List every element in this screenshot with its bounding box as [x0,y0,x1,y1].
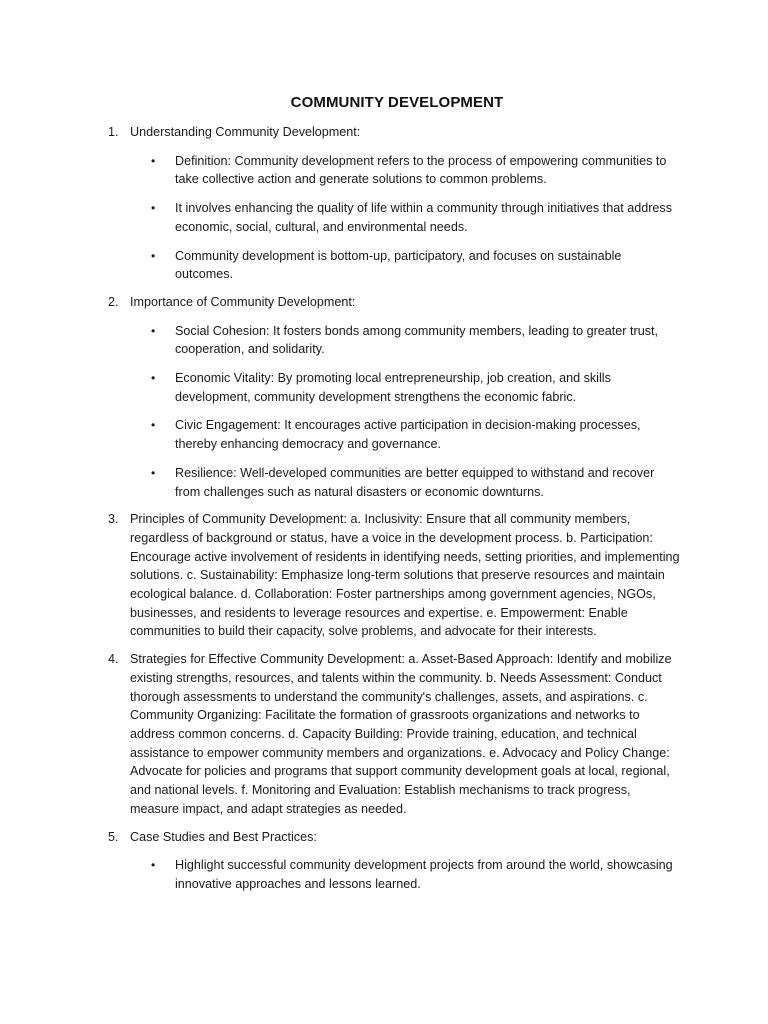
section-heading: Understanding Community Development: [130,125,361,139]
section-4 [108,650,680,818]
section-2 [108,293,680,501]
section-heading: Strategies for Effective Community Development: a. Asset-Based Approach: Identify and mobilize existing strengths, resources, and talents within the community. b. Needs Assessment: Conduct thorough assessments to understand the community's challenges, assets, and aspirations. c. Community Organizing: Facilitate the formation of grassroots organizations and networks to address common concerns. d. Capacity Building: Provide training, education, and technical assistance to empower community members and organizations. e. Advocacy and Policy Change: Advocate for policies and programs that support community development goals at local, regional, and national levels. f. Monitoring and Evaluation: Establish mechanisms to track progress, measure impact, and adapt strategies as needed. [130,652,672,816]
bullet-text: Economic Vitality: By promoting local entrepreneurship, job creation, and skills development, community development strengthens the economic fabric. [175,371,611,404]
section-heading: Case Studies and Best Practices: [130,829,317,844]
bullet-item [130,152,680,189]
bullet-text: Civic Engagement: It encourages active participation in decision-making processes, thereby enhancing democracy and governance. [175,418,641,452]
bullet-list [130,856,680,893]
bullet-text: Resilience: Well-developed communities are better equipped to withstand and recover from challenges such as natural disasters or economic downturns. [175,465,655,499]
bullet-item [130,199,680,236]
bullet-text: Highlight successful community development projects from around the world, showcasing innovative approaches and lessons learned. [175,858,673,891]
section-5 [108,828,680,894]
section-heading: Principles of Community Development: a. Inclusivity: Ensure that all community members, regardless of background or status, have a voice in the development process. b. Participation: Encourage active involvement of residents in identifying needs, setting priorities, and implementing solutions. c. Sustainability: Emphasize long-term solutions that preserve resources and maintain ecological balance. d. Collaboration: Foster partnerships among government agencies, NGOs, businesses, and residents to leverage resources and expertise. e. Empowerment: Enable communities to build their capacity, solve problems, and advocate for their interests. [130,512,680,639]
bullet-icon: • [151,248,156,263]
bullet-text: It involves enhancing the quality of life within a community through initiatives that address economic, social, cultural, and environmental needs. [175,201,673,234]
section-number: 4. [108,652,119,667]
section-number: 2. [108,294,119,309]
bullet-item [130,322,680,359]
bullet-list [130,152,680,284]
bullet-text: Social Cohesion: It fosters bonds among community members, leading to greater trust, cooperation, and solidarity. [175,323,658,357]
bullet-item [130,247,680,284]
bullet-item [130,416,680,453]
bullet-icon: • [151,371,156,386]
section-3 [108,510,680,641]
section-number: 5. [108,829,119,844]
bullet-item [130,464,680,501]
section-1 [108,123,680,284]
bullet-list [130,322,680,502]
bullet-icon: • [151,418,156,433]
section-number: 1. [108,125,119,139]
bullet-text: Community development is bottom-up, participatory, and focuses on sustainable outcomes. [175,248,622,282]
bullet-text: Definition: Community development refers to the process of empowering communities to take collective action and generate solutions to common problems. [175,153,667,187]
bullet-icon: • [151,323,156,338]
bullet-icon: • [151,153,156,168]
section-list [108,123,680,894]
document-title: COMMUNITY DEVELOPMENT [290,94,504,111]
bullet-icon: • [151,201,156,216]
bullet-icon: • [151,858,156,873]
section-number: 3. [108,512,119,527]
bullet-item [130,856,680,893]
section-heading: Importance of Community Development: [130,294,356,309]
bullet-icon: • [151,465,156,480]
bullet-item [130,369,680,406]
